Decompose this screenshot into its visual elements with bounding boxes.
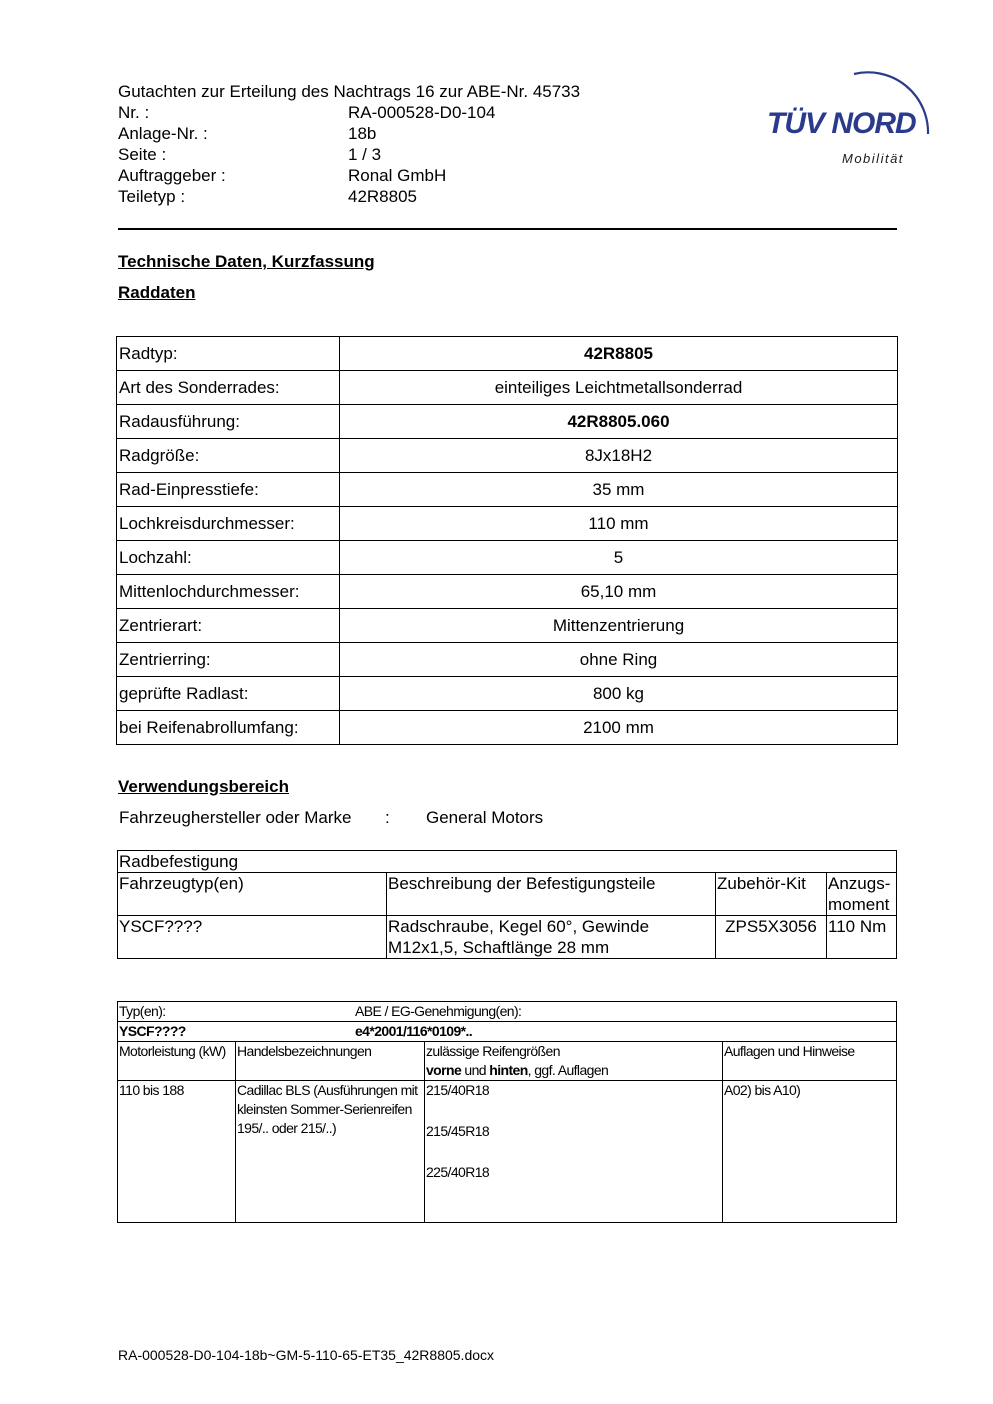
vehicle-type: YSCF???? xyxy=(118,916,387,959)
tyre-sizes xyxy=(425,1081,723,1223)
table-row xyxy=(117,439,898,473)
usage-line xyxy=(119,808,544,828)
table-row xyxy=(117,575,898,609)
manufacturer-label: Fahrzeughersteller oder Marke xyxy=(119,808,352,827)
and-label: und xyxy=(461,1062,490,1078)
fastening-table xyxy=(117,850,897,959)
table-row xyxy=(118,1081,897,1223)
header-label: Auftraggeber : xyxy=(118,166,226,185)
type-approval-labels xyxy=(118,1002,897,1022)
wheel-label: geprüfte Radlast: xyxy=(117,677,340,711)
table-row xyxy=(117,643,898,677)
wheel-label: Art des Sonderrades: xyxy=(117,371,340,405)
header-row-seite xyxy=(118,144,495,165)
file-name-footer: RA-000528-D0-104-18b~GM-5-110-65-ET35_42R8805.docx xyxy=(118,1347,495,1363)
column-header: Handelsbezeichnungen xyxy=(236,1042,425,1081)
raddaten-title: Raddaten xyxy=(118,283,196,302)
wheel-value: Mittenzentrierung xyxy=(340,609,898,643)
wheel-label: Lochzahl: xyxy=(117,541,340,575)
wheel-value: einteiliges Leichtmetallsonderrad xyxy=(340,371,898,405)
column-header: zulässige Reifengrößen xyxy=(426,1043,560,1059)
wheel-value: 65,10 mm xyxy=(340,575,898,609)
usage-colon: : xyxy=(385,808,390,827)
approval-table xyxy=(117,1001,897,1223)
torque: 110 Nm xyxy=(827,916,897,959)
header-label: Seite : xyxy=(118,145,167,164)
header-value: RA-000528-D0-104 xyxy=(348,103,496,122)
wheel-label: Rad-Einpresstiefe: xyxy=(117,473,340,507)
table-row xyxy=(118,851,897,873)
table-row xyxy=(117,473,898,507)
tyre-sizes-header xyxy=(425,1042,723,1081)
table-row xyxy=(118,1002,897,1022)
wheel-label: Radausführung: xyxy=(117,405,340,439)
table-row xyxy=(117,405,898,439)
wheel-value: 42R8805.060 xyxy=(340,405,898,439)
header-divider xyxy=(118,228,897,230)
table-row xyxy=(117,541,898,575)
table-row xyxy=(118,916,897,959)
table-row xyxy=(117,609,898,643)
column-header: Zubehör-Kit xyxy=(716,873,827,916)
manufacturer-value: General Motors xyxy=(426,808,544,827)
column-header: Fahrzeugtyp(en) xyxy=(118,873,387,916)
tuev-nord-logo: TÜV NORD xyxy=(767,107,916,140)
tyre-header-sub xyxy=(426,1061,721,1080)
wheel-data-table xyxy=(116,336,898,745)
header-value: 42R8805 xyxy=(348,187,418,206)
wheel-label: Mittenlochdurchmesser: xyxy=(117,575,340,609)
wheel-label: Zentrierring: xyxy=(117,643,340,677)
approval-label: ABE / EG-Genehmigung(en): xyxy=(355,1003,522,1019)
header-row-teiletyp xyxy=(118,186,495,207)
header-label: Teiletyp : xyxy=(118,187,186,206)
wheel-label: Zentrierart: xyxy=(117,609,340,643)
front-label: vorne xyxy=(426,1062,462,1078)
engine-power: 110 bis 188 xyxy=(118,1081,236,1223)
table-row xyxy=(118,1022,897,1042)
approval-value: e4*2001/116*0109*.. xyxy=(355,1023,473,1039)
type-label: Typ(en): xyxy=(119,1003,166,1019)
header-label: Anlage-Nr. : xyxy=(118,124,208,143)
header-value: 18b xyxy=(348,124,377,143)
wheel-value: 42R8805 xyxy=(340,337,898,371)
wheel-label: bei Reifenabrollumfang: xyxy=(117,711,340,745)
type-approval-values xyxy=(118,1022,897,1042)
section-title: Technische Daten, Kurzfassung xyxy=(118,252,375,271)
header-label: Nr. : xyxy=(118,103,150,122)
table-row xyxy=(117,371,898,405)
wheel-value: 110 mm xyxy=(340,507,898,541)
header-row-anlage xyxy=(118,123,495,144)
table-row xyxy=(117,507,898,541)
wheel-label: Lochkreisdurchmesser: xyxy=(117,507,340,541)
tyre-size: 215/40R18 xyxy=(426,1082,490,1098)
column-header: Beschreibung der Befestigungsteile xyxy=(387,873,716,916)
fastening-description: Radschraube, Kegel 60°, Gewinde M12x1,5, Schaftlänge 28 mm xyxy=(387,916,716,959)
wheel-label: Radgröße: xyxy=(117,439,340,473)
tyre-size: 215/45R18 xyxy=(426,1123,490,1139)
wheel-value: ohne Ring xyxy=(340,643,898,677)
header-row-auftraggeber xyxy=(118,165,495,186)
accessory-kit: ZPS5X3056 xyxy=(716,916,827,959)
report-title: Gutachten zur Erteilung des Nachtrags 16 zur ABE-Nr. 45733 xyxy=(118,82,581,101)
wheel-value: 35 mm xyxy=(340,473,898,507)
column-header: Motorleistung (kW) xyxy=(118,1042,236,1081)
table-row xyxy=(118,1042,897,1081)
wheel-value: 8Jx18H2 xyxy=(340,439,898,473)
tyre-size: 225/40R18 xyxy=(426,1164,490,1180)
wheel-label: Radtyp: xyxy=(117,337,340,371)
header-row-nr xyxy=(118,102,495,123)
table-row xyxy=(117,337,898,371)
header-value: Ronal GmbH xyxy=(348,166,447,185)
usage-title: Verwendungsbereich xyxy=(118,777,289,796)
wheel-value: 2100 mm xyxy=(340,711,898,745)
wheel-value: 800 kg xyxy=(340,677,898,711)
notes: A02) bis A10) xyxy=(723,1081,897,1223)
column-header: Anzugs-moment xyxy=(827,873,897,916)
table-row xyxy=(117,711,898,745)
fastening-title: Radbefestigung xyxy=(118,851,897,873)
header-value: 1 / 3 xyxy=(348,145,382,164)
type-value: YSCF???? xyxy=(119,1023,186,1039)
conditions-label: , ggf. Auflagen xyxy=(527,1062,609,1078)
table-row xyxy=(118,873,897,916)
rear-label: hinten xyxy=(489,1062,528,1078)
logo-subtitle: Mobilität xyxy=(842,151,904,166)
column-header: Auflagen und Hinweise xyxy=(723,1042,897,1081)
wheel-value: 5 xyxy=(340,541,898,575)
table-row xyxy=(117,677,898,711)
header-info xyxy=(118,102,495,207)
trade-name: Cadillac BLS (Ausführungen mit kleinsten Sommer-Serienreifen 195/.. oder 215/..) xyxy=(236,1081,425,1223)
